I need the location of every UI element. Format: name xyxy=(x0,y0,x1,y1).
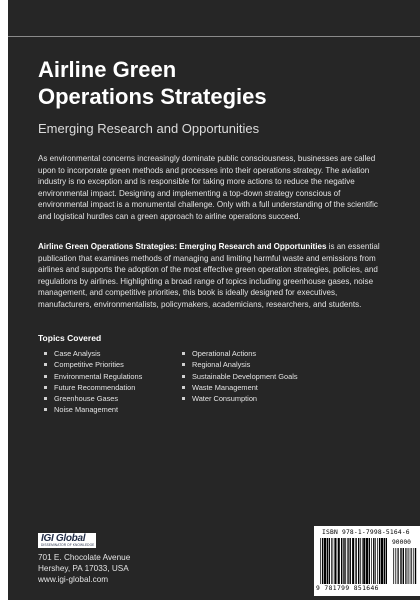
barcode-bar xyxy=(384,538,385,584)
barcode-bar xyxy=(366,538,368,584)
barcode-bar xyxy=(371,538,372,584)
barcode-bar xyxy=(398,548,399,584)
description-paragraph-2 xyxy=(38,241,393,310)
publisher-logo xyxy=(38,533,96,548)
barcode-bar xyxy=(386,538,387,584)
barcode-bar xyxy=(355,538,356,584)
description-book-name: Airline Green Operations Strategies: Emerging Research and Opportunities xyxy=(38,242,327,251)
topics-list-right xyxy=(182,348,298,404)
barcode-bar xyxy=(407,548,408,584)
title-line-2: Operations Strategies xyxy=(38,84,267,109)
topic-item: Competitive Priorities xyxy=(44,359,142,370)
publisher-address xyxy=(38,552,130,585)
barcode-bar xyxy=(401,548,402,584)
barcode-bar xyxy=(381,538,383,584)
barcode-bar xyxy=(363,538,365,584)
topic-item: Future Recommendation xyxy=(44,382,142,393)
topic-item: Noise Management xyxy=(44,404,142,415)
barcode-bar xyxy=(360,538,361,584)
barcode-bar xyxy=(395,548,396,584)
ean-digits-text: 9 781799 851646 xyxy=(316,585,379,592)
barcode-bar xyxy=(362,538,363,584)
topic-item: Case Analysis xyxy=(44,348,142,359)
topics-heading: Topics Covered xyxy=(38,333,102,343)
barcode-bar xyxy=(320,538,321,584)
barcode-bar xyxy=(400,548,401,584)
barcode-bar xyxy=(348,538,349,584)
price-code-text: 90000 xyxy=(392,539,411,546)
barcode-bar xyxy=(334,538,336,584)
barcode-bar xyxy=(331,538,332,584)
barcode-bar xyxy=(403,548,404,584)
topic-item: Sustainable Development Goals xyxy=(182,371,298,382)
barcode-bar xyxy=(413,548,414,584)
title-line-1: Airline Green xyxy=(38,57,177,82)
barcode-bar xyxy=(327,538,328,584)
barcode-bar xyxy=(347,538,348,584)
barcode-bar xyxy=(415,548,416,584)
barcode-bar xyxy=(408,548,409,584)
topic-item: Environmental Regulations xyxy=(44,371,142,382)
topic-item: Operational Actions xyxy=(182,348,298,359)
barcode-bar xyxy=(393,548,394,584)
description-paragraph-1: As environmental concerns increasingly dominate public consciousness, businesses are called upon to incorporate green methods and processes into their operations strategy. The aviation industry is no exception and is responsible for taking more actions to reduce the negative environmental impact. Designing and implementing a top-down strategy conscious of environmental impact is a monumental challenge. Only with a full understanding of the scientific and logistical hurdles can a green approach to airline operations succeed. xyxy=(38,154,378,221)
barcode-bar xyxy=(405,548,406,584)
barcode-bar xyxy=(352,538,354,584)
barcode-bar xyxy=(369,538,370,584)
barcode-bar xyxy=(411,548,412,584)
logo-text: IGI Global xyxy=(41,533,86,544)
book-subtitle: Emerging Research and Opportunities xyxy=(38,121,260,136)
barcode-bar xyxy=(379,538,380,584)
description-body: is an essential publication that examines methods of managing and limiting harmful waste and emissions from airlines and supports the adoption of the most effective green operation strategies, policies, and regulations by airlines. Highlighting a broad range of topics including greenhouse gases, noise management, and competitive priorities, this book is ideally designed for executives, manufacturers, environmentalists, policymakers, academicians, researchers, and students. xyxy=(38,242,380,309)
barcode-bar xyxy=(410,548,411,584)
topic-item: Waste Management xyxy=(182,382,298,393)
barcode-bar xyxy=(375,538,376,584)
barcode-bar xyxy=(358,538,359,584)
barcode-bar xyxy=(377,538,378,584)
publisher-website: www.igi-global.com xyxy=(38,575,109,584)
barcode-bar xyxy=(341,538,342,584)
barcode-bar xyxy=(324,538,326,584)
barcode-bar xyxy=(329,538,330,584)
topic-item: Water Consumption xyxy=(182,393,298,404)
topic-item: Greenhouse Gases xyxy=(44,393,142,404)
barcode-bar xyxy=(344,538,345,584)
barcode-bar xyxy=(333,538,334,584)
topics-list-left xyxy=(44,348,142,416)
isbn-barcode xyxy=(314,526,420,596)
address-street: 701 E. Chocolate Avenue xyxy=(38,553,131,562)
logo-tagline: DISSEMINATOR OF KNOWLEDGE xyxy=(41,543,95,547)
back-cover xyxy=(8,0,420,600)
book-title xyxy=(38,56,398,110)
barcode-bar xyxy=(343,538,344,584)
topic-item: Regional Analysis xyxy=(182,359,298,370)
addon-barcode-bars xyxy=(393,548,418,584)
barcode-bar xyxy=(322,538,323,584)
barcode-bar xyxy=(397,548,398,584)
top-divider xyxy=(8,36,420,37)
address-city: Hershey, PA 17033, USA xyxy=(38,564,129,573)
ean-barcode-bars xyxy=(320,538,390,584)
barcode-bar xyxy=(338,538,340,584)
barcode-bar xyxy=(350,538,351,584)
barcode-bar xyxy=(373,538,374,584)
isbn-text: ISBN 978-1-7998-5164-6 xyxy=(322,529,410,536)
